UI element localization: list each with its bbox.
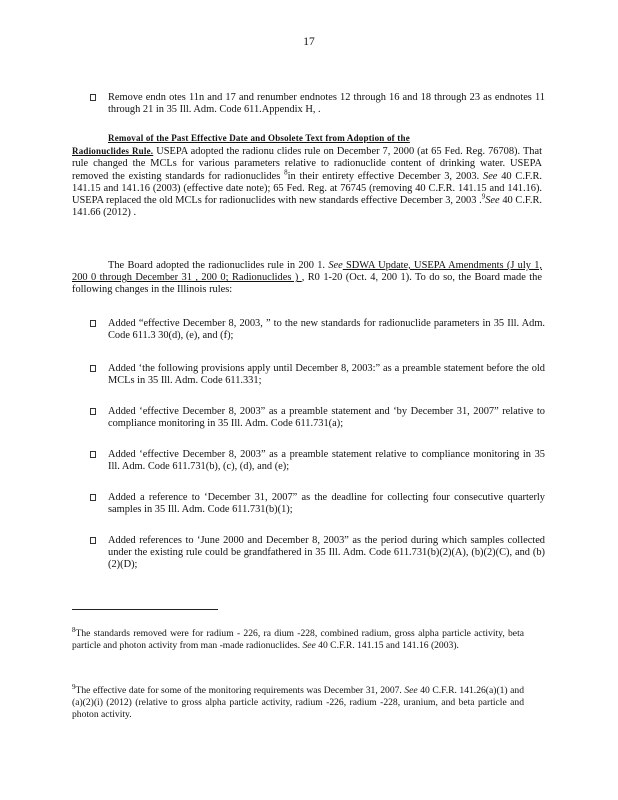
- footnote-text: 40 C.F.R. 141.15 and 141.16 (2003).: [315, 639, 459, 651]
- see-signal: See: [302, 639, 316, 651]
- list-item-text: Remove endn otes 11n and 17 and renumber endnotes 12 through 16 and 18 through 23 as endnotes 11 through 21 in 35 Ill. Adm. Code 611.Appendix H, .: [108, 92, 545, 116]
- footnote-ref-8: 8: [284, 168, 288, 177]
- footnote-mark: 9: [72, 682, 76, 691]
- footnote-text: The standards removed were for radium - 226, ra dium -228, combined radium, gross alpha particle activity, beta particle and photon activity from man -made radionuclides.: [72, 628, 524, 651]
- checkbox-bullet-icon: [90, 365, 96, 372]
- section-adoption-paragraph: [72, 260, 542, 297]
- list-item-text: Added references to ‘June 2000 and December 8, 2003” as the period during which samples collected under the existing rule could be grandfathered in 35 Ill. Adm. Code 611.731(b)(2)(A), (b)(2)(C), and (b)(2)(D);: [108, 535, 545, 571]
- page-number: 17: [303, 36, 315, 48]
- checkbox-bullet-icon: [90, 320, 96, 327]
- see-signal: See: [485, 195, 500, 207]
- footnote-9: [72, 682, 525, 720]
- paragraph-text: USEPA adopted the radionu clides rule on December 7, 2000 (at 65 Fed. Reg. 76708). That rule changed the MCLs for various parameters relative to radionuclide content of drinking water. USEPA removed the existing standards for radionuclides: [72, 146, 542, 182]
- footnote-divider: [72, 609, 218, 610]
- list-item-text: Added “effective December 8, 2003, ” to the new standards for radionuclide parameters in 35 Ill. Adm. Code 611.3 30(d), (e), and (f);: [108, 318, 545, 342]
- paragraph-text: 40 C.F.R. 141.66 (2012) .: [72, 195, 542, 219]
- case-citation: SDWA Update, USEPA Amendments (J uly 1, 200 0 through December 31 , 200 0; Radionuclides ): [72, 260, 542, 284]
- footnote-text: The effective date for some of the monitoring requirements was December 31, 2007.: [75, 685, 405, 696]
- footnote-ref-9: 9: [481, 192, 486, 201]
- see-signal: See: [483, 170, 498, 182]
- footnote-8: [72, 625, 524, 652]
- checkbox-bullet-icon: [90, 537, 96, 544]
- checkbox-bullet-icon: [90, 451, 96, 458]
- section-heading-line1: Removal of the Past Effective Date and Obsolete Text from Adoption of the: [108, 133, 410, 143]
- section-heading-line2: Radionuclides Rule.: [72, 146, 154, 157]
- footnote-mark: 8: [72, 625, 76, 634]
- list-item-text: Added ‘effective December 8, 2003” as a preamble statement relative to compliance monitoring in 35 Ill. Adm. Code 611.731(b), (c), (d), and (e);: [108, 449, 545, 473]
- paragraph-text: The Board adopted the radionuclides rule in 200 1.: [108, 260, 329, 271]
- list-item-text: Added ‘effective December 8, 2003” as a preamble statement and ‘by December 31, 2007” relative to compliance monitoring in 35 Ill. Adm. Code 611.731(a);: [108, 406, 545, 430]
- see-signal: See: [328, 260, 343, 271]
- list-item-text: Added a reference to ‘December 31, 2007” as the deadline for collecting four consecutive quarterly samples in 35 Ill. Adm. Code 611.731(b)(1);: [108, 492, 545, 516]
- see-signal: See: [404, 685, 418, 696]
- section-removal-paragraph: [72, 132, 542, 219]
- list-item-text: Added ‘the following provisions apply until December 8, 2003:” as a preamble statement before the old MCLs in 35 Ill. Adm. Code 611.331;: [108, 363, 545, 387]
- paragraph-text: , R0 1-20 (Oct. 4, 200 1). To do so, the Board made the following changes in the Illinois rules:: [72, 272, 542, 296]
- paragraph-text: 40 C.F.R. 141.15 and 141.16 (2003) (effective date note); 65 Fed. Reg. at 76745 (removing 40 C.F.R. 141.15 and 141.16). USEPA replaced the old MCLs for radionuclides with new standards effective December 3, 2003 .: [72, 170, 543, 207]
- checkbox-bullet-icon: [90, 408, 96, 415]
- footnote-text: 40 C.F.R. 141.26(a)(1) and (a)(2)(i) (2012) (relative to gross alpha particle activity, radium -226, radium -228, uranium, and beta particle and photon activity.: [72, 685, 525, 720]
- paragraph-text: in their entirety effective December 3, 2003.: [287, 170, 483, 182]
- checkbox-bullet-icon: [90, 494, 96, 501]
- checkbox-bullet-icon: [90, 94, 96, 101]
